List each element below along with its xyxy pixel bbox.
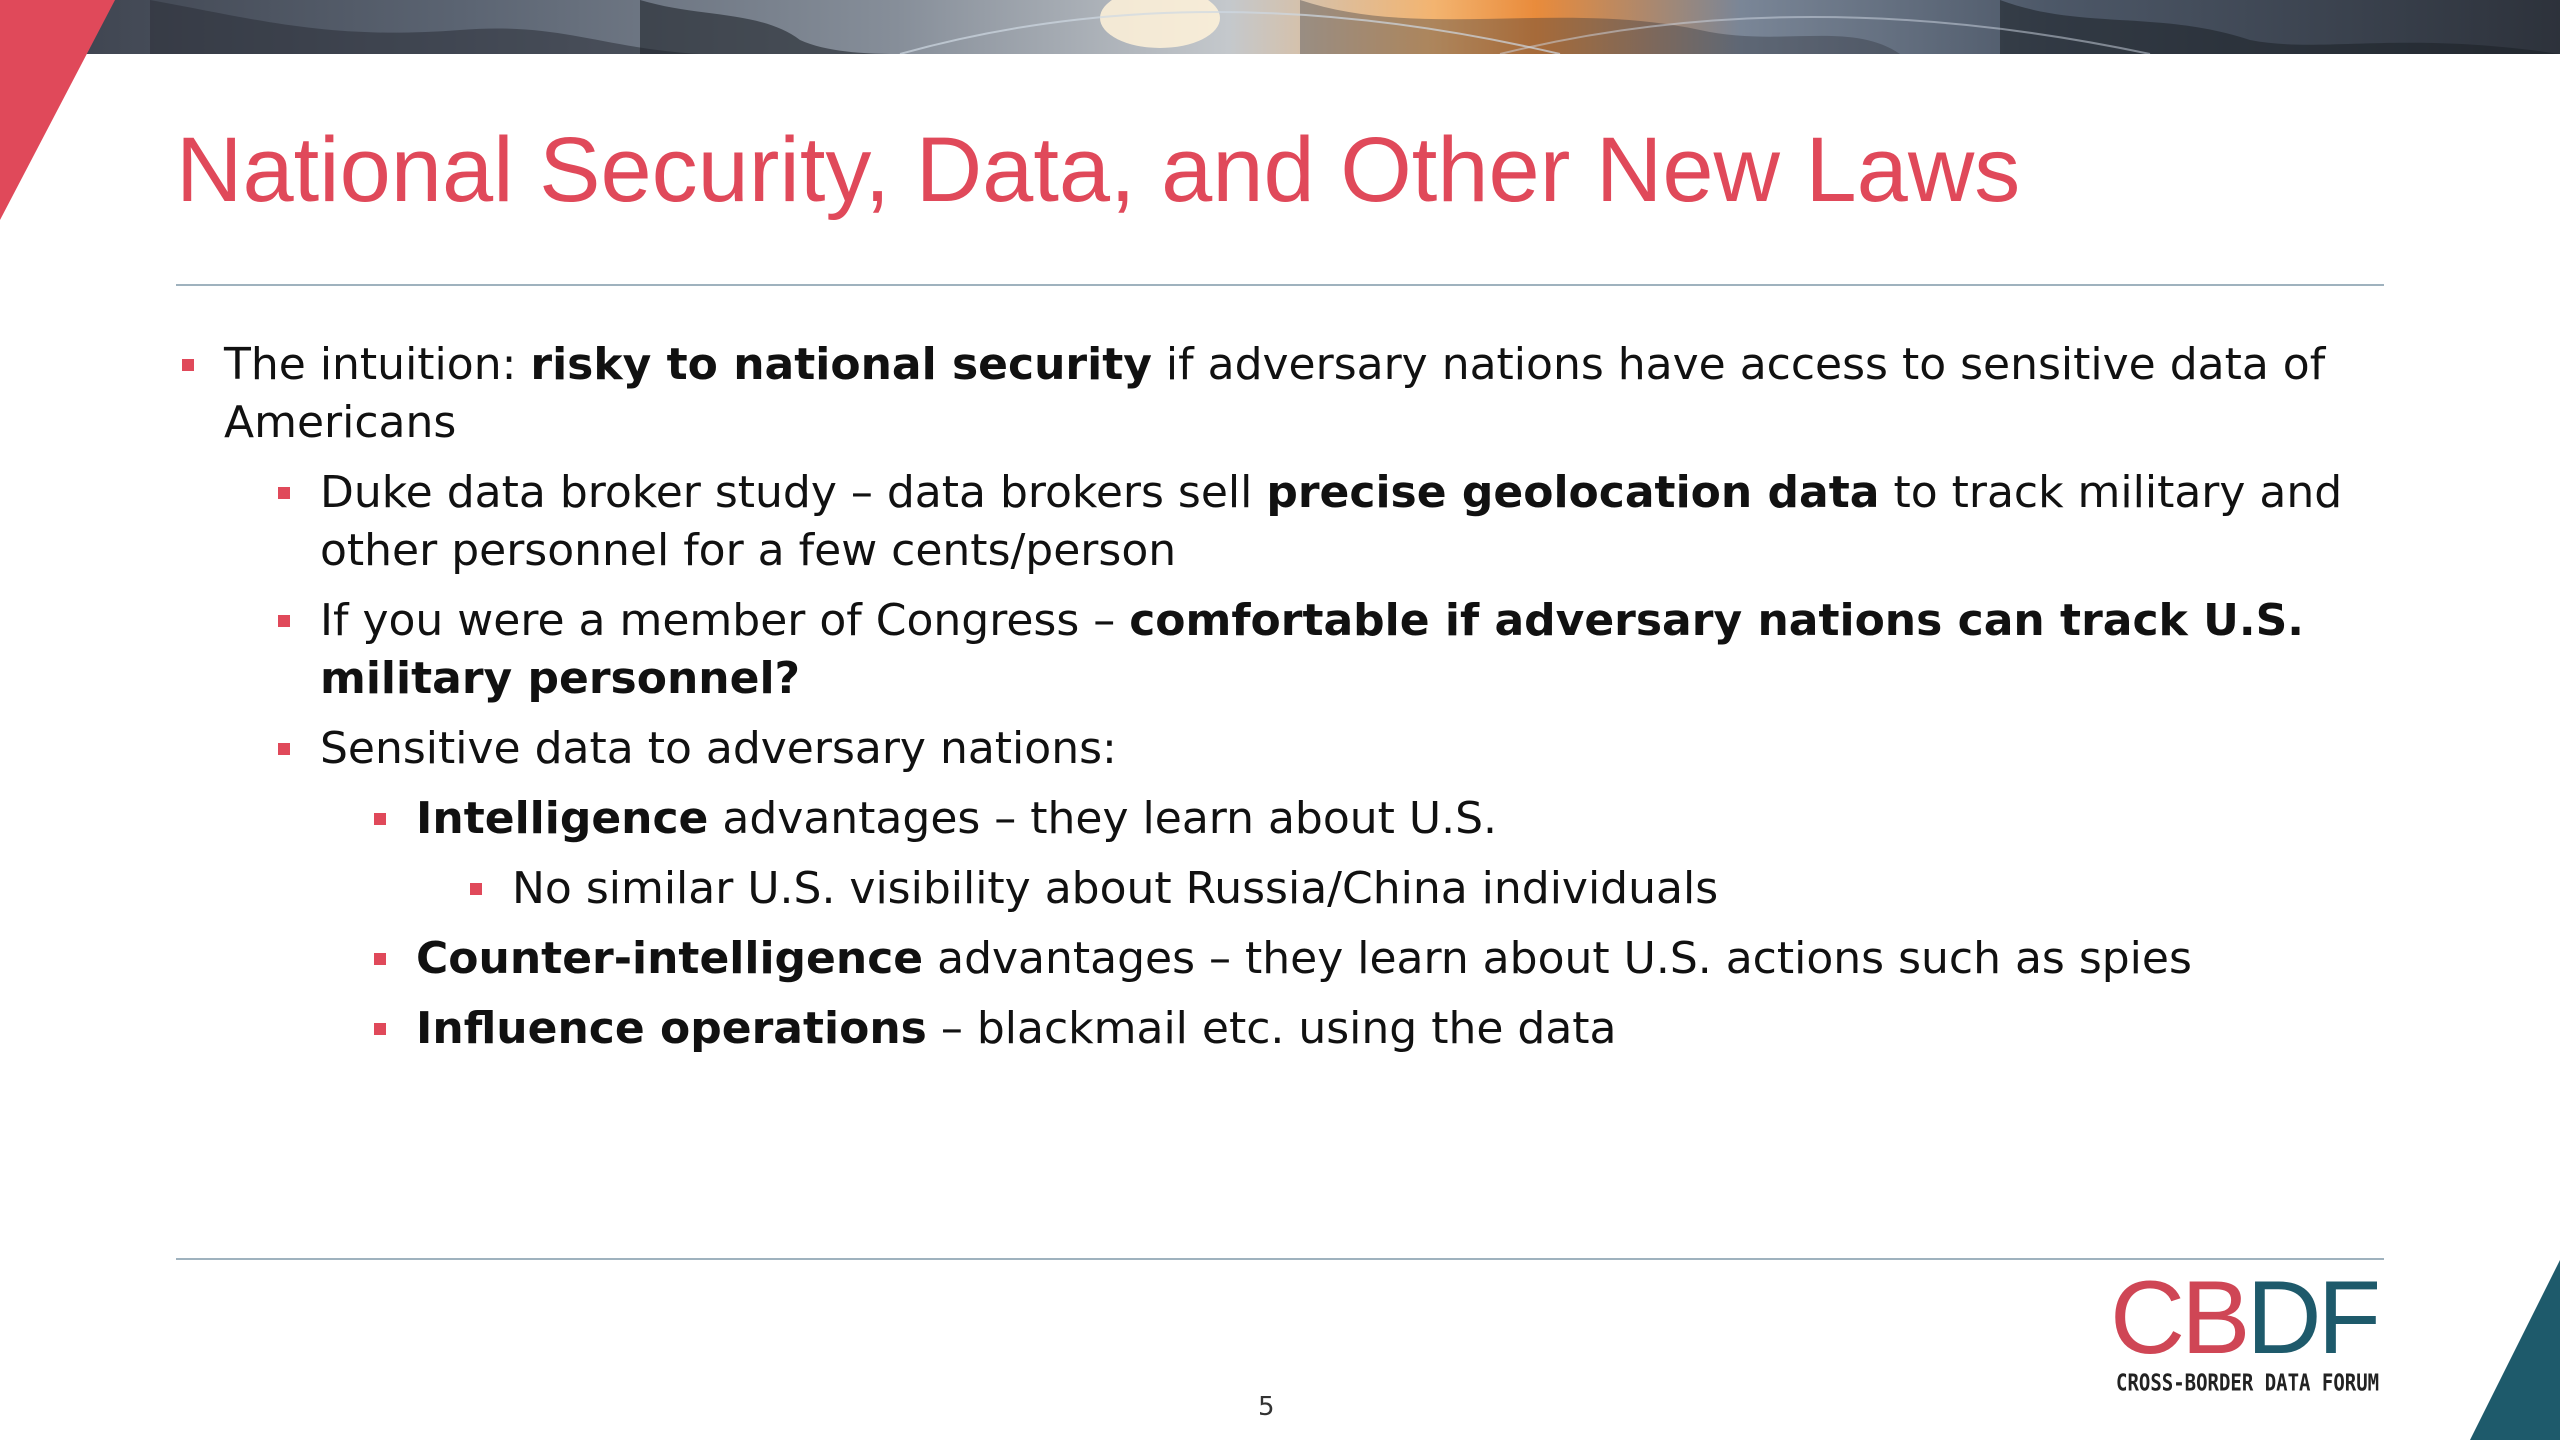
bullet-text: No similar U.S. visibility about Russia/China individuals	[512, 863, 1719, 914]
bullet-item-level-2	[176, 592, 2406, 708]
page-number: 5	[1258, 1392, 1275, 1422]
bullet-text: If you were a member of Congress –	[320, 595, 1130, 646]
bullet-text: Sensitive data to adversary nations:	[320, 723, 1117, 774]
bullet-item-level-3	[176, 930, 2406, 988]
bullet-marker-icon	[374, 1023, 386, 1035]
bullet-item-level-3	[176, 1000, 2406, 1058]
footer-divider	[176, 1258, 2384, 1260]
bullet-item-level-2	[176, 720, 2406, 778]
corner-accent-red	[0, 0, 115, 220]
bullet-emphasis-text: comfortable if adversary nations can track U.S. military personnel?	[320, 595, 2304, 704]
bullet-marker-icon	[182, 359, 194, 371]
bullet-item-level-3	[176, 790, 2406, 848]
bullet-list	[176, 336, 2406, 1070]
bullet-emphasis-text: risky to national security	[530, 339, 1152, 390]
cbdf-logo-tagline: CROSS-BORDER DATA FORUM	[2116, 1370, 2380, 1397]
title-divider	[176, 284, 2384, 286]
corner-accent-teal	[2470, 1260, 2560, 1440]
bullet-text: advantages – they learn about U.S. actions such as spies	[923, 933, 2192, 984]
bullet-text: – blackmail etc. using the data	[926, 1003, 1617, 1054]
bullet-marker-icon	[278, 743, 290, 755]
cbdf-logo-mark: CBDF	[2110, 1260, 2378, 1376]
bullet-text: if adversary nations have access to sensitive data of Americans	[224, 339, 2326, 448]
bullet-item-level-1	[176, 336, 2406, 452]
bullet-marker-icon	[278, 487, 290, 499]
bullet-emphasis-text: precise geolocation data	[1266, 467, 1880, 518]
bullet-emphasis-text: Intelligence	[416, 793, 709, 844]
bullet-marker-icon	[374, 953, 386, 965]
bullet-text: advantages – they learn about U.S.	[708, 793, 1498, 844]
bullet-marker-icon	[470, 883, 482, 895]
bullet-emphasis-text: Counter-intelligence	[416, 933, 924, 984]
bullet-text: Duke data broker study – data brokers sell	[320, 467, 1267, 518]
header-banner-image	[0, 0, 2560, 54]
cbdf-logo	[2110, 1260, 2400, 1398]
bullet-marker-icon	[374, 813, 386, 825]
bullet-text: The intuition:	[224, 339, 531, 390]
bullet-item-level-2	[176, 464, 2406, 580]
slide-title: National Security, Data, and Other New Laws	[176, 119, 2021, 221]
bullet-marker-icon	[278, 615, 290, 627]
bullet-text: to track military and other personnel for a few cents/person	[320, 467, 2343, 576]
bullet-item-level-4	[176, 860, 2406, 918]
bullet-emphasis-text: Influence operations	[416, 1003, 927, 1054]
